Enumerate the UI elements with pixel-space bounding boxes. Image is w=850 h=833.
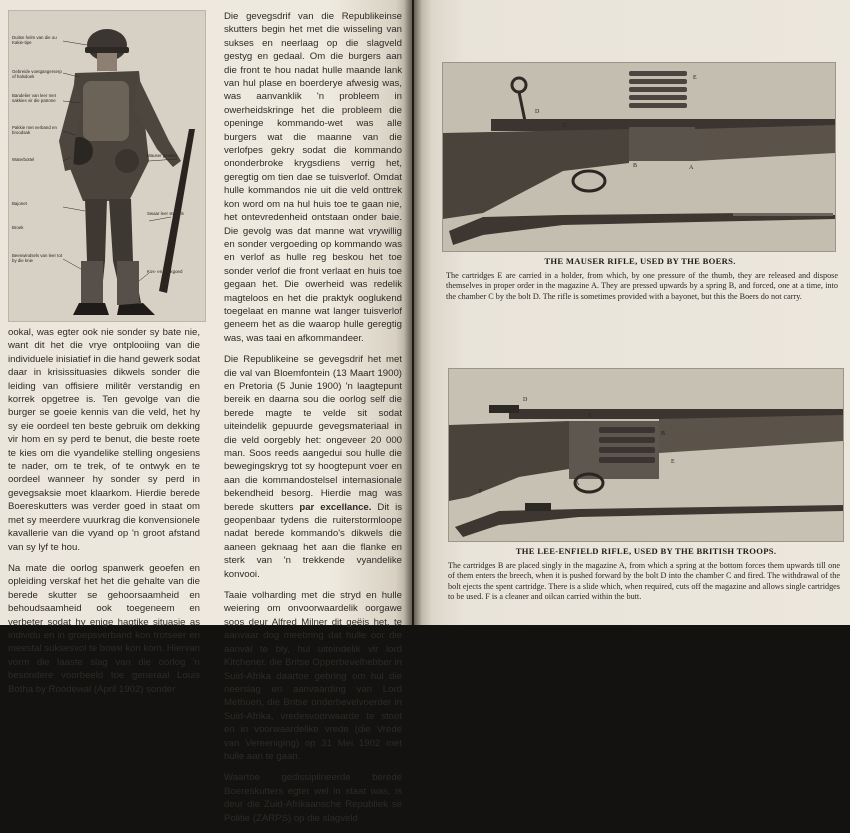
mauser-rifle-illustration — [442, 62, 836, 252]
body-paragraph: Taaie volharding met die stryd en hulle weiering om onvoorwaardelik oorgawe soos deur Alfred Milner dit geëis het, te aanvaar dog meebring dat hulle oor die aanval te bly, hul uiteindelik vir lord Kitchener, die Britse Opperbevelhebber in Suid-Afrika daartoe gebring om hul die neerslag en aanvaarding van Lord Methuen, die Britse onderbevelvoerder in Suid-Afrika, vredesvoorwaarde te stoot en in voorwaardelike vrede (die Vrede van Vereeniging) op 31 Mei 1902 met hulle aan te gaan. — [224, 590, 402, 762]
illustration-caption: Mauser geweer — [147, 153, 178, 158]
illustration-caption: Duitse helm van die ou Kakie-tipe — [12, 35, 57, 46]
body-paragraph: ookal, was egter ook nie sonder sy bate nie, want dit het die vrye ontplooiing van die individuele inisiatief in die hand gewerk sodat daar in krisissituasies dikwels sonder die leiding van offisiere militêr verstandig en korrek opgetree is. Ten gevolge van die burger se goeie kennis van die veld, het hy sy eie oordeel ten beste gebruik om dekking vir hom en sy perd te benut, die beste roete te kies om die vyandelike stelling ongesiens te nader, om te trek, of te ontwyk en te oordeel wanneer hy sonder sy perd in gevegsaksie moet klaarkom. Hierdie berede Boereskutters was verder goed in staat om met sy meerdere vuurkrag die konvensionele kavallerie van die vyand op 'n groot afstand van sy lyf te hou. — [8, 327, 200, 553]
part-label: B — [633, 163, 638, 169]
illustration-caption: Waterbottel — [12, 157, 35, 162]
illustration-caption: Gebreide voetgangerserp of halsdoek — [12, 69, 62, 80]
right-column-text — [224, 10, 402, 833]
lee-enfield-rifle-illustration — [448, 368, 844, 542]
part-label: D — [523, 397, 528, 403]
illustration-caption: Beenwindsels van leer tot by die knie — [12, 253, 63, 264]
part-label: B — [661, 431, 666, 437]
emphasis-text: par excellance. — [299, 501, 372, 513]
lee-enfield-description: The cartridges B are placed singly in the magazine A, from which a spring at the bottom forces them upwards till one of them enters the breech, when it is pushed forward by the bolt D into the chamber C and fired. The withdrawal of the bolt ejects the spent cartridge. There is a slide which, when required, cuts off the magazine and allows single cartridges to be used. F is a cleaner and oilcan carried within the butt. — [448, 561, 840, 602]
illustration-caption: Bandelier van leer met sakkies vir die patrone — [12, 93, 56, 104]
body-paragraph: Na mate die oorlog spanwerk geoefen en opleiding verskaf het het die gehalte van die berede skutter se gehoorsaamheid en behoudsaamheid ook toegeneem en verbeter sodat hy enige hagtike situasie as individu en in groepsverband kon trotseer en meestal suksesvol te bowe kon kom. Hiervan vorm die laaste slag van die oorlog 'n besondere voorbeeld toe generaal Louis Botha by Roodewal (April 1902) sonder — [8, 562, 200, 695]
part-label: E — [671, 459, 675, 465]
part-label: D — [535, 109, 540, 115]
illustration-caption: Bajonet — [12, 201, 27, 206]
part-label: A — [575, 481, 580, 487]
left-column-text — [8, 326, 200, 704]
part-label: A — [689, 165, 694, 171]
rifle-icon — [443, 63, 835, 251]
left-page — [0, 0, 412, 824]
part-label: F — [479, 489, 483, 495]
illustration-caption: Kos- en kookgoed — [147, 269, 183, 274]
mauser-caption: THE MAUSER RIFLE, USED BY THE BOERS. — [544, 256, 736, 266]
lee-enfield-caption: THE LEE-ENFIELD RIFLE, USED BY THE BRITISH TROOPS. — [515, 546, 777, 556]
part-label: C — [563, 123, 568, 129]
body-text: Dit is geopenbaar tydens die ruiterstormloope nadat berede kommando's dikwels die aaneen geknaag het aan die flanke en sterk van 'n trekkende vyandelike konvooi. — [224, 501, 402, 580]
body-paragraph: Die gevegsdrif van die Republikeinse skutters begin het met die wisseling van sukses en neerlaag op die slagveld gestyg en gedaal. Om die burgers aan die front te hou nadat hulle maande lank van hul plase en boerderye afwesig was, was aanvanklik 'n probleem in owerheidskringe het die probleem die openinge kommando-wet was alle burgers wat die maanne van die verlofpes gekry sodat die kommando ononderbroke krygsdiens verrig het, geregtig om tien dae se tuisverlof. Omdat hulle kommandos nie uit die veld onttrek kon word om na hul huis toe te gaan nie, het ontevredenheid ontstaan onder baie. Die gevolg was dat manne wat vrywillig en sonder vergoeding op kommando was en verlof as hulle reg beskou het toe sonder verlof die front verlaat en huis toe gegaan het. Die owerheid was redelik magteloos en het die praktyk ooglukend toegelaat en manne wat langer tuisverlof geneem het as die waarop hulle geregtig was, was taai en afkommandeer. — [224, 11, 402, 344]
part-label: E — [693, 75, 697, 81]
illustration-caption: Broek — [12, 225, 24, 230]
illustration-caption: Swaar leer stewels — [147, 211, 184, 216]
soldier-figure-icon — [9, 11, 205, 321]
rifle-icon — [449, 369, 843, 541]
illustration-caption: Pakkie met verband en broodsak — [12, 125, 57, 136]
book-gutter — [404, 0, 422, 625]
soldier-illustration — [8, 10, 206, 322]
body-paragraph — [224, 353, 402, 581]
body-paragraph: Waartoe gedissiplineerde berede Boereskutters egter wel in staat was, is deur die Zuid-Afrikaansche Republiek se Politie (ZARPS) op die slagveld — [224, 772, 402, 824]
body-text: Die Republikeine se gevegsdrif het met die val van Bloemfontein (13 Maart 1900) en Pretoria (5 Junie 1900) 'n laagtepunt bereik en daarna sou die oorlog self die berede magte te velde sit sodat uiteindelik gepuurde gevegsmateriaal in die veld oorgebly het: ongeveer 20 000 man. Soos reeds aangedui sou hulle die bewegingskryg tot sy hoogtepunt voer en aan die kommandostelsel internasionale bekendheid besorg. Hierdie mag was berede skutters — [224, 354, 402, 513]
part-label: C — [589, 413, 594, 419]
mauser-description: The cartridges E are carried in a holder, from which, by one pressure of the thumb, they are released and dispose themselves in proper order in the magazine A. They are pressed upwards by a spring B, and forced, one at a time, into the chamber C by the bolt D. The rifle is sometimes provided with a bayonet, but this the Boers do not carry. — [446, 271, 838, 301]
